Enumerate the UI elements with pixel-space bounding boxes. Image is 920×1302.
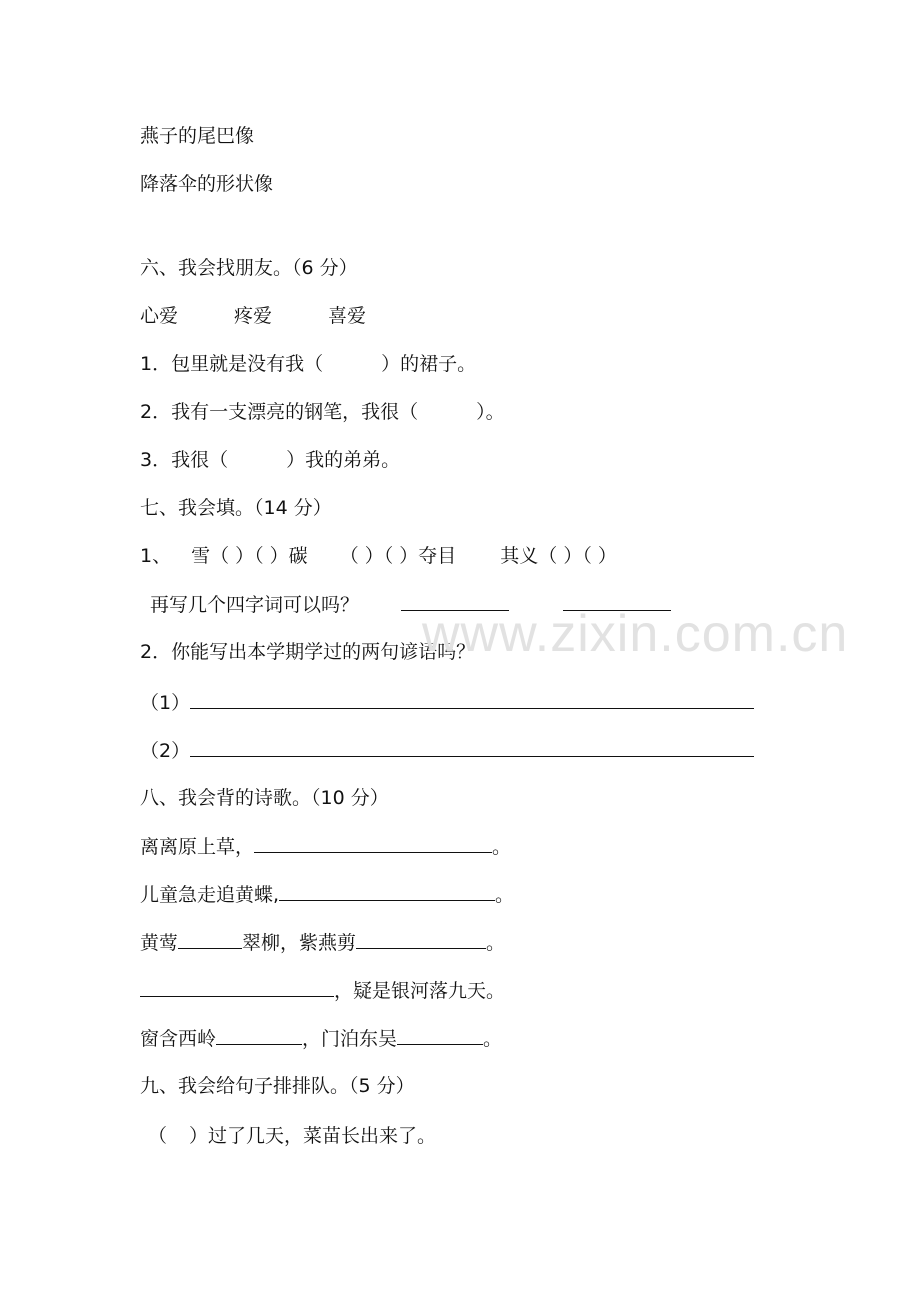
answer-blank[interactable]: [356, 930, 486, 949]
poem-line: [140, 882, 514, 907]
question-text: 3．我很（: [140, 449, 229, 471]
section-7-title: 七、我会填。（14 分）: [140, 497, 332, 519]
poem-text: 儿童急走追黄蝶,: [140, 884, 280, 906]
punctuation: 。: [495, 884, 515, 906]
poem-text: 翠柳，紫燕剪: [242, 932, 357, 954]
question-proverbs: 2．你能写出本学期学过的两句谚语吗？: [140, 641, 476, 663]
answer-blank[interactable]: [178, 930, 242, 949]
word-bank: [140, 304, 366, 328]
word-option: 喜爱: [328, 305, 367, 327]
poem-text: 窗含西岭: [140, 1028, 217, 1050]
sentence-item: [148, 1124, 436, 1148]
question-text: ）。: [476, 401, 505, 423]
punctuation: 。: [483, 1028, 503, 1050]
question-text: 1．包里就是没有我（: [140, 353, 324, 375]
poem-line: [140, 834, 511, 859]
idiom-blank: 雪（ ）（ ）碳: [191, 545, 308, 567]
question-text: 2．我有一支漂亮的钢笔，我很（: [140, 401, 419, 423]
answer-blank[interactable]: [279, 882, 495, 901]
idiom-blank: （ ）（ ）夺目: [339, 545, 457, 567]
answer-blank[interactable]: [397, 1026, 483, 1045]
question-text: ）我的弟弟。: [286, 449, 401, 471]
poem-line: [140, 978, 505, 1003]
section-8-title: 八、我会背的诗歌。（10 分）: [140, 787, 389, 809]
question-1: [140, 352, 476, 376]
answer-blank[interactable]: [190, 690, 754, 709]
prompt-text: 再写几个四字词可以吗？: [150, 594, 360, 616]
poem-text: ，门泊东吴: [302, 1028, 398, 1050]
watermark: www.zixin.com.cn: [422, 605, 849, 663]
idiom-row: [140, 544, 617, 568]
poem-text: 离离原上草，: [140, 836, 255, 858]
item-number: （2）: [140, 740, 191, 762]
section-9-title: 九、我会给句子排排队。（5 分）: [140, 1075, 415, 1097]
punctuation: 。: [486, 932, 506, 954]
idiom-blank: 其义（ ）（ ）: [500, 545, 617, 567]
order-blank-open: （: [148, 1125, 168, 1147]
proverb-line-2: [140, 738, 754, 763]
question-text: ）的裙子。: [381, 353, 477, 375]
question-2: [140, 400, 505, 424]
poem-line: [140, 930, 505, 955]
item-number: 1、: [140, 545, 172, 567]
word-option: 心爱: [140, 305, 179, 327]
answer-blank[interactable]: [140, 978, 334, 997]
poem-line: [140, 1026, 502, 1051]
text-line: 降落伞的形状像: [140, 173, 274, 195]
word-option: 疼爱: [234, 305, 273, 327]
section-6-title: 六、我会找朋友。（6 分）: [140, 257, 358, 279]
proverb-line-1: [140, 690, 754, 715]
question-3: [140, 448, 400, 472]
answer-blank[interactable]: [216, 1026, 302, 1045]
answer-blank[interactable]: [190, 738, 754, 757]
punctuation: 。: [492, 836, 512, 858]
item-number: （1）: [140, 692, 191, 714]
poem-text: 黄莺: [140, 932, 179, 954]
sentence-text: ）过了几天，菜苗长出来了。: [189, 1125, 437, 1147]
answer-blank[interactable]: [254, 834, 492, 853]
poem-text: ，疑是银河落九天。: [334, 980, 506, 1002]
text-line: 燕子的尾巴像: [140, 125, 255, 147]
